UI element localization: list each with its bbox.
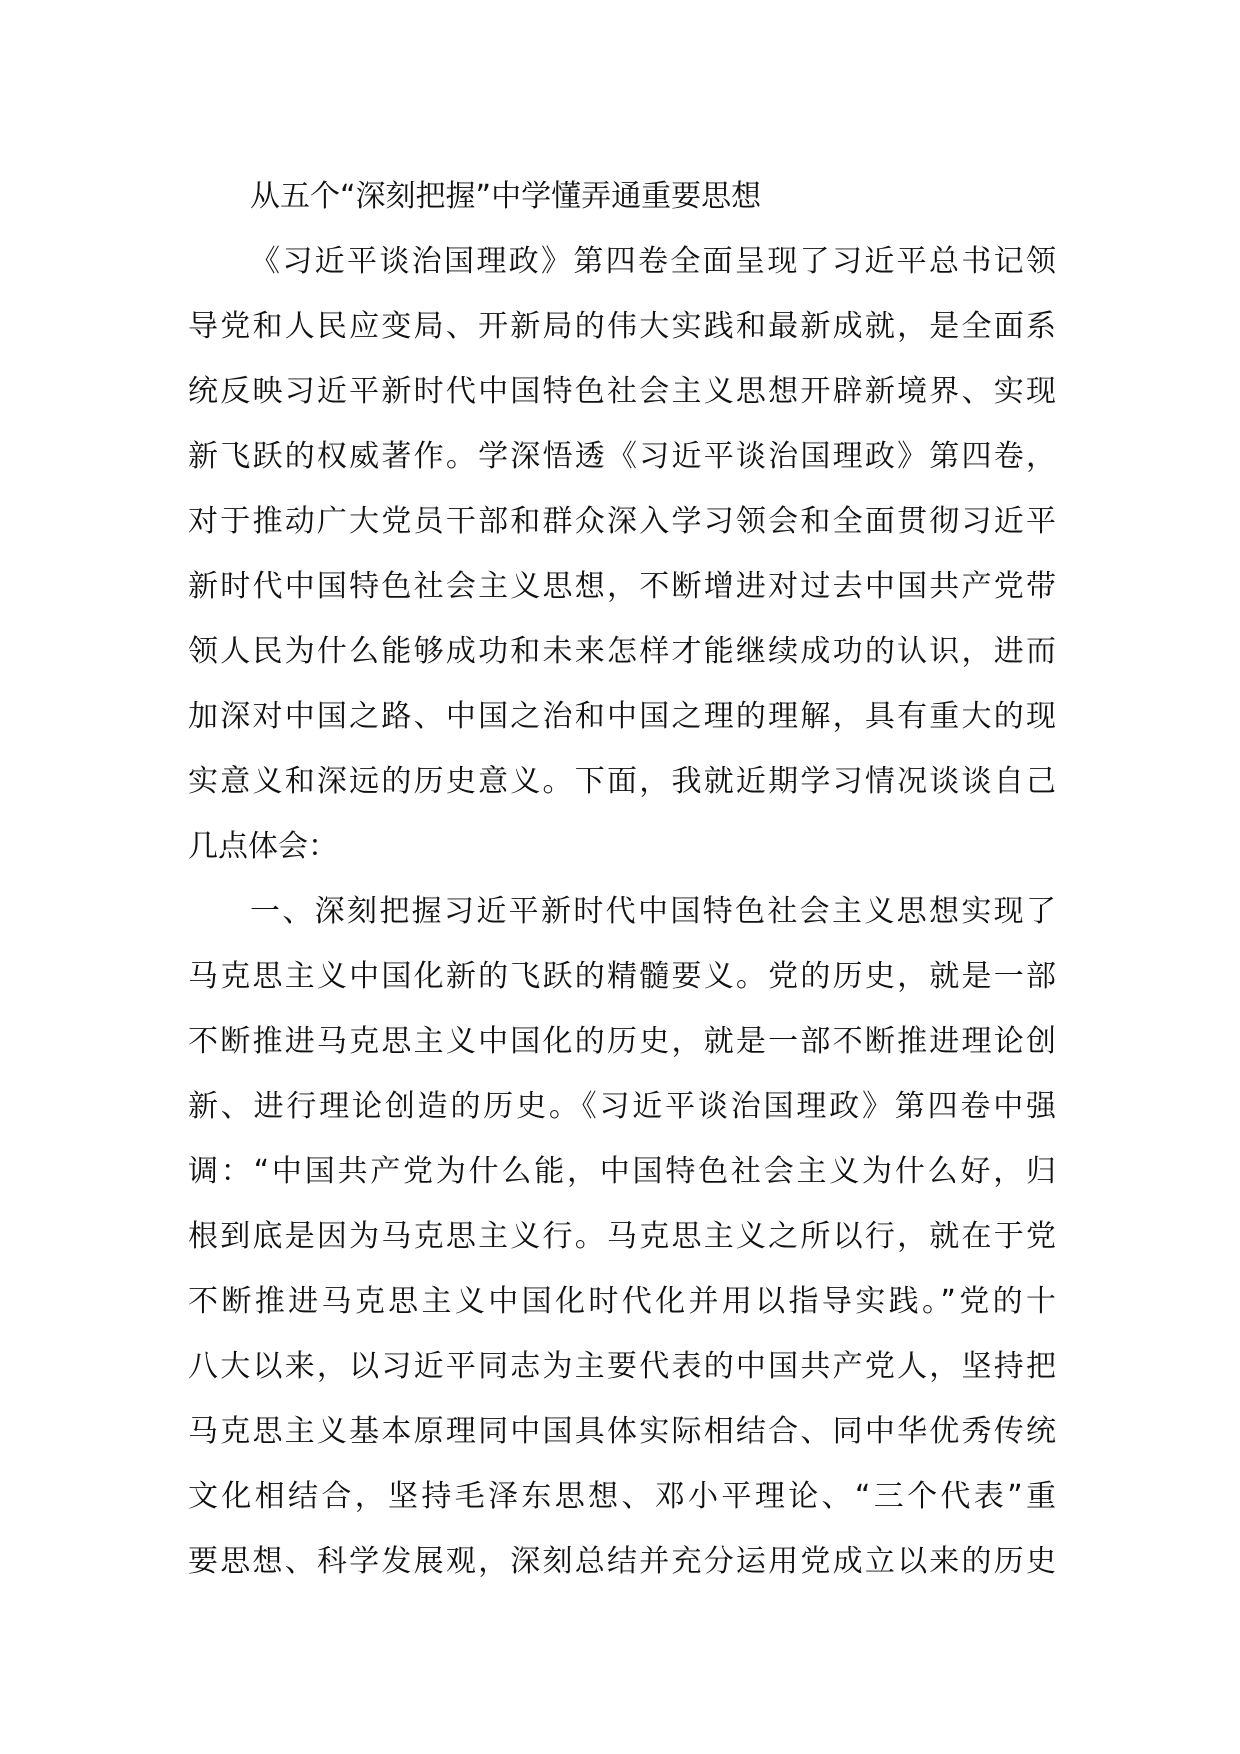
paragraph-line: 加深对中国之路、中国之治和中国之理的理解，具有重大的现 — [188, 699, 1056, 734]
paragraph-line: 不断推进马克思主义中国化时代化并用以指导实践。”党的十 — [188, 1284, 1056, 1319]
paragraph-line: 统反映习近平新时代中国特色社会主义思想开辟新境界、实现 — [188, 374, 1056, 409]
paragraph-line: 不断推进马克思主义中国化的历史，就是一部不断推进理论创 — [188, 1024, 1056, 1059]
paragraph-line: 对于推动广大党员干部和群众深入学习领会和全面贯彻习近平 — [188, 504, 1056, 539]
paragraph-line: 新飞跃的权威著作。学深悟透《习近平谈治国理政》第四卷， — [188, 439, 1056, 474]
paragraph-line: 马克思主义中国化新的飞跃的精髓要义。党的历史，就是一部 — [188, 959, 1056, 994]
paragraph-line: 新、进行理论创造的历史。《习近平谈治国理政》第四卷中强 — [188, 1089, 1056, 1124]
paragraph-line: 一、深刻把握习近平新时代中国特色社会主义思想实现了 — [250, 894, 1056, 929]
paragraph-section-one — [188, 879, 1056, 1594]
paragraph-line: 实意义和深远的历史意义。下面，我就近期学习情况谈谈自己 — [188, 764, 1056, 799]
document-title: 从五个“深刻把握”中学懂弄通重要思想 — [250, 179, 762, 214]
paragraph-line: 《习近平谈治国理政》第四卷全面呈现了习近平总书记领 — [250, 244, 1056, 279]
paragraph-intro — [188, 229, 1056, 879]
paragraph-line: 导党和人民应变局、开新局的伟大实践和最新成就，是全面系 — [188, 309, 1056, 344]
paragraph-line: 文化相结合，坚持毛泽东思想、邓小平理论、“三个代表”重 — [188, 1479, 1056, 1514]
paragraph-line: 调：“中国共产党为什么能，中国特色社会主义为什么好，归 — [188, 1154, 1056, 1189]
paragraph-line: 新时代中国特色社会主义思想，不断增进对过去中国共产党带 — [188, 569, 1056, 604]
paragraph-line: 领人民为什么能够成功和未来怎样才能继续成功的认识，进而 — [188, 634, 1056, 669]
paragraph-line: 马克思主义基本原理同中国具体实际相结合、同中华优秀传统 — [188, 1414, 1056, 1449]
paragraph-line: 要思想、科学发展观，深刻总结并充分运用党成立以来的历史 — [188, 1544, 1056, 1579]
document-body — [188, 164, 1056, 1594]
paragraph-line: 几点体会： — [188, 829, 338, 864]
paragraph-line: 八大以来，以习近平同志为主要代表的中国共产党人，坚持把 — [188, 1349, 1056, 1384]
paragraph-line: 根到底是因为马克思主义行。马克思主义之所以行，就在于党 — [188, 1219, 1056, 1254]
